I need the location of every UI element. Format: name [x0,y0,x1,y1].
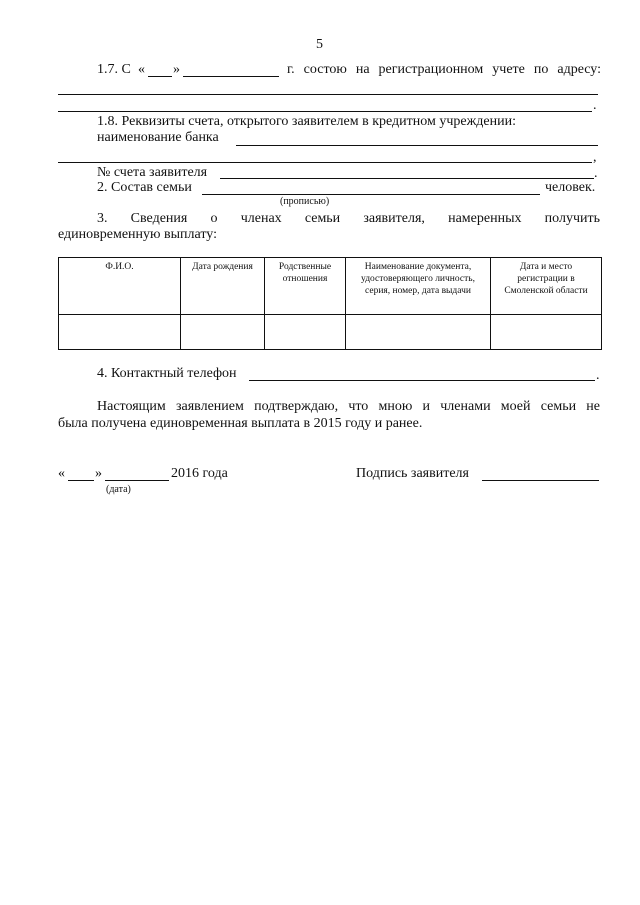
section-3-line-1: 3. Сведения о членах семьи заявителя, намеренных получить [97,211,600,226]
footer-date-hint: (дата) [106,484,131,495]
footer-date-close-quote: » [95,466,102,481]
header-relationship [265,258,346,315]
table-header-row [59,258,602,315]
header-line: удостоверяющего личность, [361,274,475,284]
header-identity-document [346,258,491,315]
family-size-label: 2. Состав семьи [97,180,192,195]
address-line-2[interactable] [58,111,592,112]
account-end-mark: . [594,166,598,181]
page-number: 5 [316,37,323,52]
cell-relationship[interactable] [265,315,346,350]
cell-identity-document[interactable] [346,315,491,350]
day-field[interactable] [148,76,172,77]
cell-birth-date[interactable] [181,315,265,350]
header-line: Ф.И.О. [105,262,134,272]
footer-month-field[interactable] [105,480,169,481]
signature-field[interactable] [482,480,599,481]
address-line-1[interactable] [58,94,598,95]
header-line: Дата и место [519,262,573,272]
header-line: отношения [282,274,328,284]
footer-date-open-quote: « [58,466,65,481]
phone-end-mark: . [596,368,600,383]
family-size-hint: (прописью) [280,196,330,207]
bank-end-mark: , [593,150,597,165]
phone-label: 4. Контактный телефон [97,366,237,381]
header-birth-date [181,258,265,315]
header-line: Наименование документа, [364,262,472,272]
family-size-field[interactable] [202,194,540,195]
date-open-quote: « [138,62,145,77]
header-line: Родственные [278,262,332,272]
family-members-table [58,257,602,350]
date-close-quote: » [173,62,180,77]
cell-fio[interactable] [59,315,181,350]
section-3-line-2: единовременную выплату: [58,227,217,242]
bank-label: наименование банка [97,130,219,145]
confirmation-line-2: была получена единовременная выплата в 2015 году и ранее. [58,416,423,431]
header-line: Смоленской области [504,286,588,296]
table-row [59,315,602,350]
section-1-7-prefix: 1.7. С [97,62,131,77]
confirmation-line-1: Настоящим заявлением подтверждаю, что мною и членами моей семьи не [97,399,600,414]
section-1-7-suffix: г. состою на регистрационном учете по адресу: [287,62,601,77]
header-registration [491,258,602,315]
address-end-mark: . [593,98,597,113]
signature-label: Подпись заявителя [356,466,469,481]
family-size-suffix: человек. [545,180,596,195]
cell-registration[interactable] [491,315,602,350]
header-fio [59,258,181,315]
phone-field[interactable] [249,380,595,381]
section-1-8-heading: 1.8. Реквизиты счета, открытого заявителем в кредитном учреждении: [97,114,516,129]
month-year-field[interactable] [183,76,279,77]
bank-name-field-2[interactable] [58,162,592,163]
bank-name-field[interactable] [236,145,598,146]
footer-year-text: 2016 года [171,466,228,481]
header-line: серия, номер, дата выдачи [365,286,471,296]
header-line: регистрации в [517,274,575,284]
account-label: № счета заявителя [97,165,208,180]
footer-day-field[interactable] [68,480,94,481]
header-line: Дата рождения [192,262,253,272]
account-number-field[interactable] [220,178,594,179]
